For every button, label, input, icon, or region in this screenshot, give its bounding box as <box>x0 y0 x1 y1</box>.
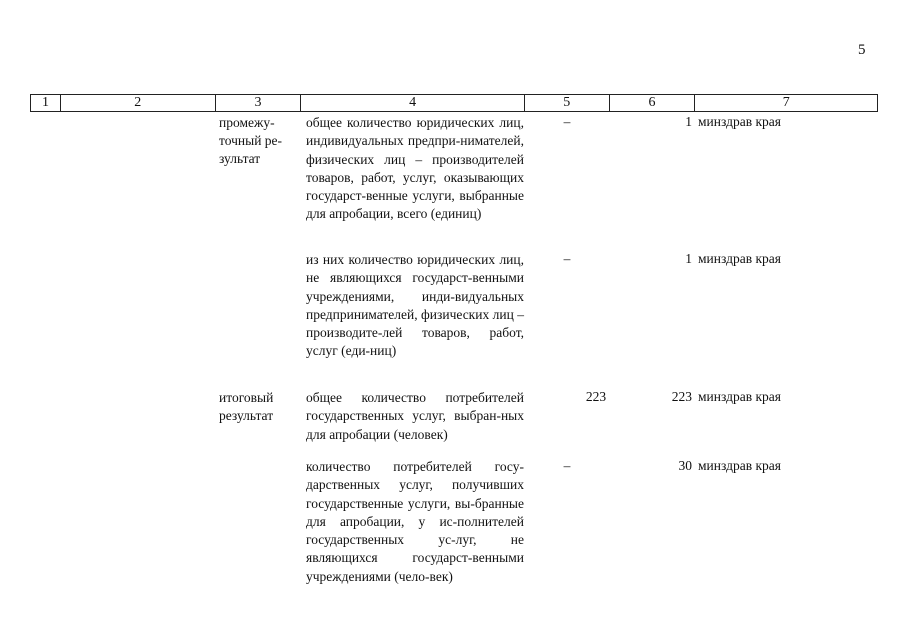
header-cell-3: 3 <box>216 95 302 111</box>
header-cell-7: 7 <box>782 95 790 110</box>
page-number: 5 <box>858 42 866 58</box>
row-4-col5: – <box>563 458 571 473</box>
row-3-col6: 223 <box>671 389 692 404</box>
header-cell-2: 2 <box>61 95 216 111</box>
row-2-col7: минздрав края <box>698 251 781 266</box>
row-3-col7: минздрав края <box>698 389 781 404</box>
header-cell-1: 1 <box>31 95 61 111</box>
row-4-col4: количество потребителей госу-дарственных услуг, получивших государственные услуги, вы-бранные для апробации, у ис-полнителей государственных ус-луг, не являющихся государст-венными учреждениями (чело-век) <box>306 459 524 584</box>
header-cell-6: 6 <box>610 95 696 111</box>
row-3-col4: общее количество потребителей государственных услуг, выбран-ных для апробации (человек) <box>306 390 524 442</box>
row-1-col6: 1 <box>685 114 692 129</box>
row-4-col7: минздрав края <box>698 458 781 473</box>
row-4-col6: 30 <box>678 458 692 473</box>
row-2-col4: из них количество юридических лиц, не являющихся государст-венными учреждениями, инди-видуальных предпринимателей, физических лиц – производите-лей товаров, работ, услуг (еди-ниц) <box>306 252 524 359</box>
row-1-col7: минздрав края <box>698 114 781 129</box>
row-2-col5: – <box>563 251 571 266</box>
row-1-col4: общее количество юридических лиц, индивидуальных предпри-нимателей, физических лиц – производителей товаров, работ, услуг, оказывающих государст-венные услуги, выбранные для апробации, всего (единиц) <box>306 115 524 222</box>
header-cell-4: 4 <box>301 95 524 111</box>
row-1-col3: промежу- точный ре- зультат <box>219 115 283 166</box>
table-header-row <box>30 94 878 112</box>
row-1-col5: – <box>563 114 571 129</box>
header-cell-5: 5 <box>525 95 610 111</box>
row-2-col6: 1 <box>685 251 692 266</box>
row-3-col3: итоговый результат <box>219 390 274 423</box>
row-3-col5: 223 <box>585 389 607 404</box>
